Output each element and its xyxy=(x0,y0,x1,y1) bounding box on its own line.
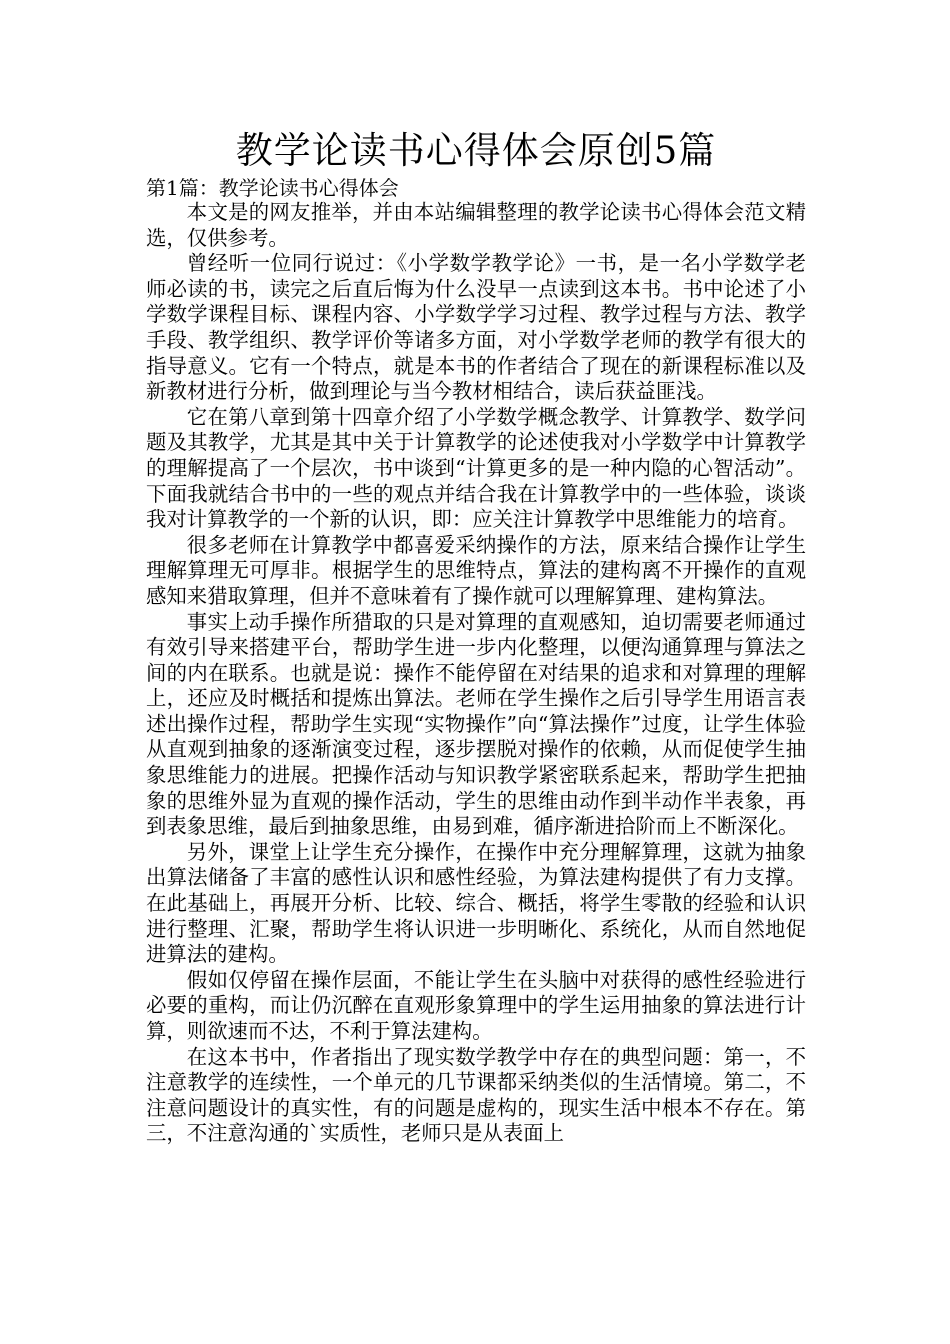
paragraph: 它在第八章到第十四章介绍了小学数学概念教学、计算教学、数学问题及其教学，尤其是其中关于计算教学的论述使我对小学数学中计算教学的理解提高了一个层次，书中谈到“计算更多的是一种内隐的心智活动”。下面我就结合书中的一些的观点并结合我在计算教学中的一些体验，谈谈我对计算教学的一个新的认识，即：应关注计算教学中思维能力的培育。 xyxy=(146,404,806,532)
paragraph: 很多老师在计算教学中都喜爱采纳操作的方法，原来结合操作让学生理解算理无可厚非。根据学生的思维特点，算法的建构离不开操作的直观感知来猎取算理，但并不意味着有了操作就可以理解算理、建构算法。 xyxy=(146,532,806,608)
paragraph: 本文是的网友推举，并由本站编辑整理的教学论读书心得体会范文精选，仅供参考。 xyxy=(146,200,806,250)
paragraph: 在这本书中，作者指出了现实数学教学中存在的典型问题：第一，不注意教学的连续性，一个单元的几节课都采纳类似的生活情境。第二，不注意问题设计的真实性，有的问题是虚构的，现实生活中根本不存在。第三，不注意沟通的`实质性，老师只是从表面上 xyxy=(146,1044,806,1146)
document-title: 教学论读书心得体会原创5篇 xyxy=(235,129,717,172)
document-body xyxy=(146,128,806,1147)
paragraph: 假如仅停留在操作层面，不能让学生在头脑中对获得的感性经验进行必要的重构，而让仍沉醉在直观形象算理中的学生运用抽象的算法进行计算，则欲速而不达，不利于算法建构。 xyxy=(146,967,806,1043)
paragraph: 另外，课堂上让学生充分操作，在操作中充分理解算理，这就为抽象出算法储备了丰富的感性认识和感性经验，为算法建构提供了有力支撑。在此基础上，再展开分析、比较、综合、概括，将学生零散的经验和认识进行整理、汇聚，帮助学生将认识进一步明晰化、系统化，从而自然地促进算法的建构。 xyxy=(146,839,806,967)
paragraph: 曾经听一位同行说过：《小学数学教学论》一书，是一名小学数学老师必读的书，读完之后直后悔为什么没早一点读到这本书。书中论述了小学数学课程目标、课程内容、小学数学学习过程、教学过程与方法、教学手段、教学组织、教学评价等诸多方面，对小学数学老师的教学有很大的指导意义。它有一个特点，就是本书的作者结合了现在的新课程标准以及新教材进行分析，做到理论与当今教材相结合，读后获益匪浅。 xyxy=(146,251,806,404)
paragraph: 事实上动手操作所猎取的只是对算理的直观感知，迫切需要老师通过有效引导来搭建平台，帮助学生进一步内化整理，以便沟通算理与算法之间的内在联系。也就是说：操作不能停留在对结果的追求和对算理的理解上，还应及时概括和提炼出算法。老师在学生操作之后引导学生用语言表述出操作过程，帮助学生实现“实物操作”向“算法操作”过度，让学生体验从直观到抽象的逐渐演变过程，逐步摆脱对操作的依赖，从而促使学生抽象思维能力的进展。把操作活动与知识教学紧密联系起来，帮助学生把抽象的思维外显为直观的操作活动，学生的思维由动作到半动作半表象，再到表象思维，最后到抽象思维，由易到难，循序渐进拾阶而上不断深化。 xyxy=(146,609,806,839)
section-heading: 第1篇：教学论读书心得体会 xyxy=(146,176,399,200)
